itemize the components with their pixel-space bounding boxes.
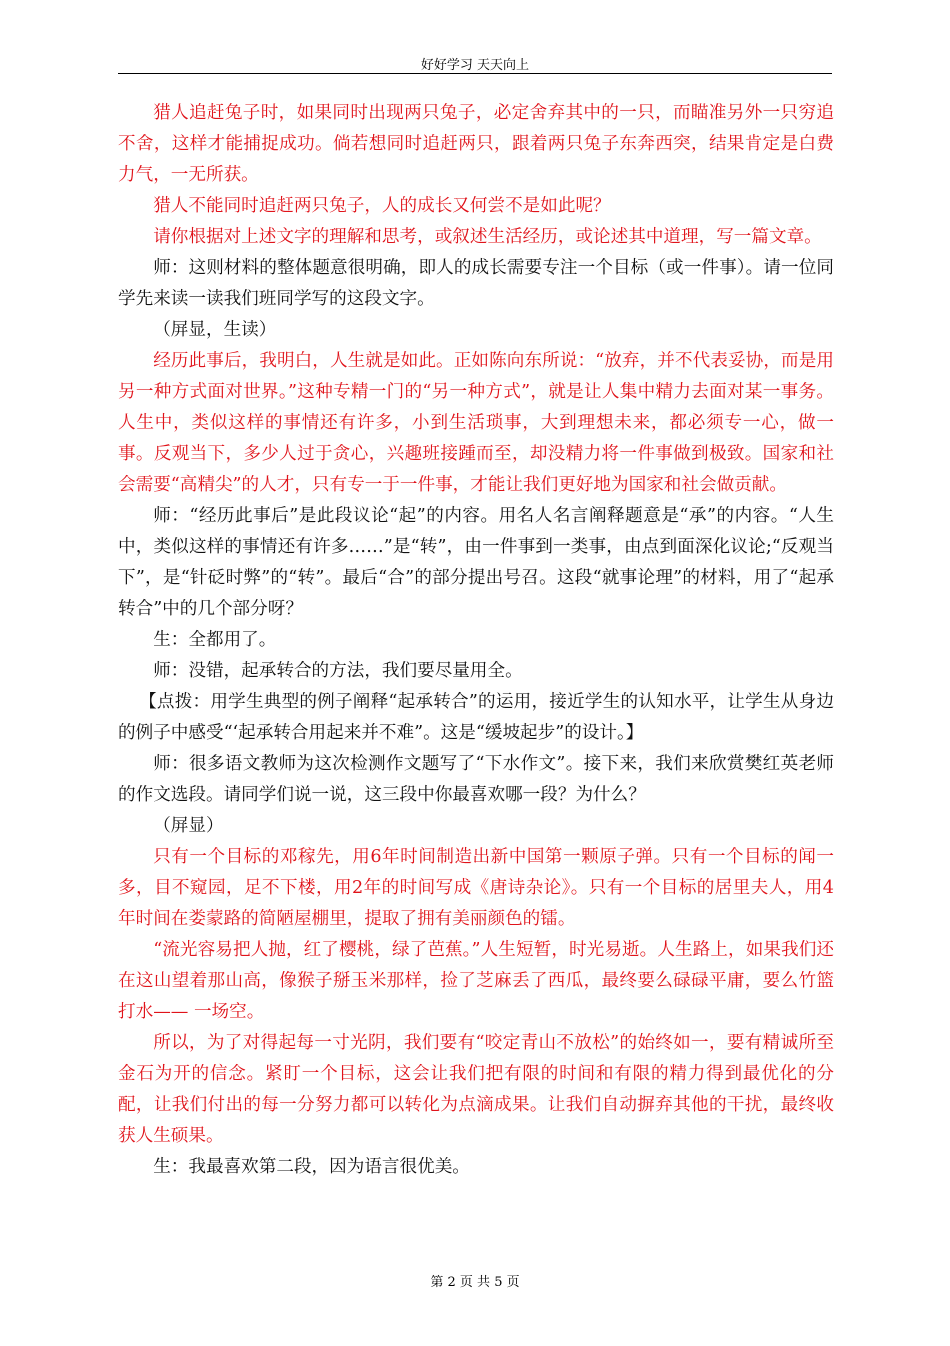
paragraph-prompt-3: 请你根据对上述文字的理解和思考，或叙述生活经历，或论述其中道理，写一篇文章。: [153, 227, 822, 247]
paragraph-prompt-1: 猎人追赶兔子时，如果同时出现两只兔子，必定舍弃其中的一只，而瞄准另外一只穷追不舍，这样才能捕捉成功。倘若想同时追赶两只，跟着两只兔子东奔西突，结果肯定是白费力气，一无所获。: [118, 103, 834, 185]
paragraph-essay-excerpt-3: 所以，为了对得起每一寸光阴，我们要有“咬定青山不放松”的始终如一，要有精诚所至金石为开的信念。紧盯一个目标，这会让我们把有限的时间和有限的精力得到最优化的分配，让我们付出的每一分努力都可以转化为点滴成果。让我们自动摒弃其他的干扰，最终收获人生硕果。: [118, 1033, 834, 1146]
paragraph-teacher-3: 师：没错，起承转合的方法，我们要尽量用全。: [153, 661, 523, 681]
paragraph-essay-excerpt-1: 只有一个目标的邓稼先，用6年时间制造出新中国第一颗原子弹。只有一个目标的闻一多，目不窥园，足不下楼，用2年的时间写成《唐诗杂论》。只有一个目标的居里夫人，用4年时间在娄蒙路的简陋屋棚里，提取了拥有美丽颜色的镭。: [118, 847, 834, 929]
paragraph-stage-note-1: （屏显，生读）: [153, 320, 277, 340]
paragraph-prompt-2: 猎人不能同时追赶两只兔子，人的成长又何尝不是如此呢？: [153, 196, 611, 216]
paragraph-teacher-4: 师：很多语文教师为这次检测作文题写了“下水作文”。接下来，我们来欣赏樊红英老师的作文选段。请同学们说一说，这三段中你最喜欢哪一段？为什么？: [118, 754, 834, 805]
paragraph-teacher-2: 师：“经历此事后”是此段议论“起”的内容。用名人名言阐释题意是“承”的内容。“人生中，类似这样的事情还有许多……”是“转”，由一件事到一类事，由点到面深化议论;“反观当下”，是“针砭时弊”的“转”。最后“合”的部分提出号召。这段“就事论理”的材料，用了“起承转合”中的几个部分呀？: [118, 506, 834, 619]
page-header: 好好学习 天天向上: [420, 58, 530, 73]
paragraph-student-essay: 经历此事后，我明白，人生就是如此。正如陈向东所说：“放弃，并不代表妥协，而是用另一种方式面对世界。”这种专精一门的“另一种方式”，就是让人集中精力去面对某一事务。人生中，类似这样的事情还有许多，小到生活琐事，大到理想未来，都必须专一心，做一事。反观当下，多少人过于贪心，兴趣班接踵而至，却没精力将一件事做到极致。国家和社会需要“高精尖”的人才，只有专一于一件事，才能让我们更好地为国家和社会做贡献。: [118, 351, 834, 495]
paragraph-essay-excerpt-2: “流光容易把人抛，红了樱桃，绿了芭蕉。”人生短暂，时光易逝。人生路上，如果我们还在这山望着那山高，像猴子掰玉米那样，捡了芝麻丢了西瓜，最终要么碌碌平庸，要么竹篮打水—— 一场空。: [118, 940, 834, 1022]
paragraph-commentary: 【点拨：用学生典型的例子阐释“起承转合”的运用，接近学生的认知水平，让学生从身边的例子中感受“‘起承转合用起来并不难”。这是“缓坡起步”的设计。】: [118, 692, 834, 743]
header-divider: [118, 73, 832, 74]
paragraph-student-reply-2: 生：我最喜欢第二段，因为语言很优美。: [153, 1157, 470, 1177]
page-footer: 第 2 页 共 5 页: [430, 1275, 520, 1290]
document-body: [118, 98, 834, 1183]
paragraph-teacher-1: 师：这则材料的整体题意很明确，即人的成长需要专注一个目标（或一件事）。请一位同学先来读一读我们班同学写的这段文字。: [118, 258, 834, 309]
paragraph-student-reply-1: 生：全都用了。: [153, 630, 277, 650]
paragraph-stage-note-2: （屏显）: [153, 816, 224, 836]
